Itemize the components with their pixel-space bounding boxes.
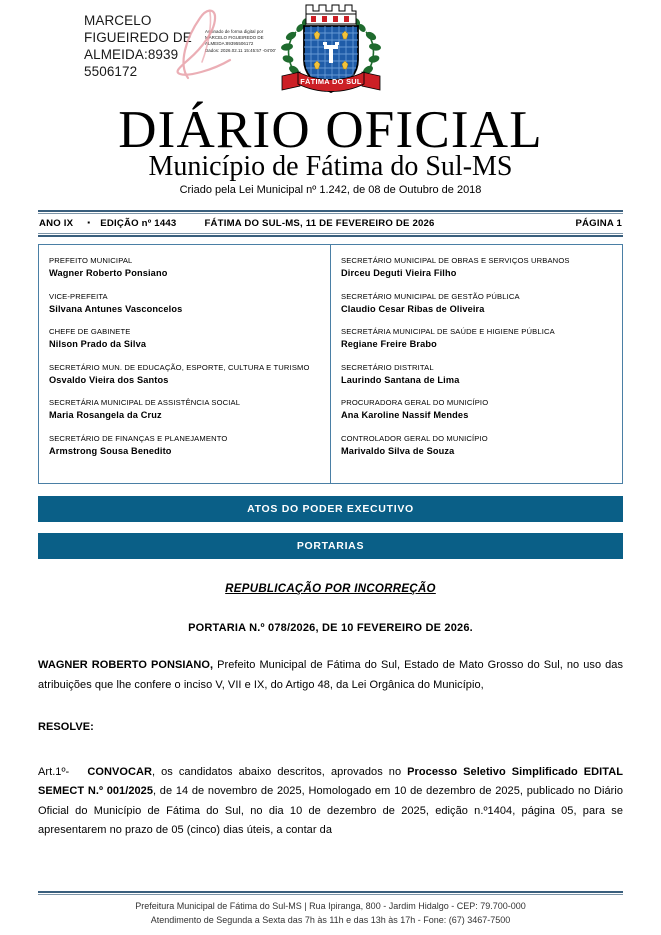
masthead-subtitle: Município de Fátima do Sul-MS: [148, 151, 513, 182]
official-name: Maria Rosangela da Cruz: [49, 410, 162, 420]
preamble-text: Prefeito Municipal de Fátima do Sul, Estado de Mato Grosso do Sul, no uso das atribuições que lhe confere o inciso V, VII e IX, do Artigo 48, da Lei Orgânica do Município,: [38, 659, 624, 691]
official-role: VICE-PREFEITA: [49, 291, 108, 301]
official-role: PROCURADORA GERAL DO MUNICÍPIO: [341, 398, 489, 407]
svg-text:FÁTIMA DO SUL: FÁTIMA DO SUL: [299, 77, 362, 86]
edition-rule-bottom-thick: [38, 235, 623, 237]
official-entry: [341, 291, 622, 315]
official-name: Dirceu Deguti Vieira Filho: [341, 268, 457, 278]
official-name: Osvaldo Vieira dos Santos: [49, 374, 169, 385]
official-entry: [341, 255, 622, 279]
official-role: SECRETÁRIO MUNICIPAL DE OBRAS E SERVIÇOS URBANOS: [341, 256, 570, 265]
article-verb: CONVOCAR: [87, 765, 152, 778]
official-entry: [49, 255, 330, 279]
article-number: Art.1º-: [38, 765, 70, 778]
article-edital-reference: Processo Seletivo Simplificado EDITAL SEMECT N.º 001/2025: [38, 765, 623, 797]
official-name: Armstrong Sousa Benedito: [49, 445, 172, 456]
official-role: SECRETÁRIO DE FINANÇAS E PLANEJAMENTO: [49, 433, 228, 443]
official-role: SECRETÁRIO DISTRITAL: [341, 362, 434, 372]
official-name: Ana Karoline Nassif Mendes: [341, 410, 469, 420]
preamble-mayor-name: WAGNER ROBERTO PONSIANO,: [38, 659, 214, 671]
official-name: Regiane Freire Brabo: [341, 339, 437, 349]
preamble-paragraph: [38, 656, 623, 695]
official-role: SECRETÁRIO MUN. DE EDUCAÇÃO, ESPORTE, CULTURA E TURISMO: [49, 362, 310, 372]
footer-hours-line: Atendimento de Segunda a Sexta das 7h às 11h e das 13h às 17h - Fone: (67) 3467-7500: [150, 915, 511, 925]
official-entry: [49, 326, 330, 350]
section-banner-executive: ATOS DO PODER EXECUTIVO: [38, 496, 623, 522]
official-name: Nilson Prado da Silva: [49, 339, 147, 349]
officials-table: [38, 244, 623, 484]
resolve-label: RESOLVE:: [38, 721, 94, 733]
official-name: Claudio Cesar Ribas de Oliveira: [341, 303, 485, 314]
official-entry: [49, 291, 330, 315]
official-entry: [49, 362, 330, 386]
article-one-paragraph: [38, 763, 623, 841]
official-role: SECRETÁRIA MUNICIPAL DE ASSISTÊNCIA SOCIAL: [49, 398, 241, 407]
official-entry: [341, 326, 622, 350]
edition-number: EDIÇÃO nº 1443: [100, 218, 177, 229]
section-banner-portarias: PORTARIAS: [38, 533, 623, 559]
article-text-part1: , os candidatos abaixo descritos, aprovados no: [151, 765, 408, 778]
signature-detail: Assinado de forma digital por MARCELO FIGUEIREDO DE ALMEIDA:89395506172 Dados: 2026.02.11 15:45:57 -04'00': [205, 29, 276, 53]
official-name: Silvana Antunes Vasconcelos: [49, 303, 183, 314]
republication-notice: REPUBLICAÇÃO POR INCORREÇÃO: [225, 583, 436, 595]
signature-name: MARCELO FIGUEIREDO DE ALMEIDA:8939 5506172: [84, 13, 192, 79]
edition-year: ANO IX: [39, 218, 74, 229]
official-role: CONTROLADOR GERAL DO MUNICÍPIO: [341, 433, 488, 443]
edition-separator-icon: ▪: [87, 218, 91, 227]
official-entry: [49, 397, 330, 421]
official-entry: [341, 433, 622, 457]
official-role: SECRETÁRIO MUNICIPAL DE GESTÃO PÚBLICA: [341, 291, 520, 301]
article-text-part2: , de 14 de novembro de 2025, Homologado em 10 de dezembro de 2025, publicado no Diário Oficial do Município de Fátima do Sul, no dia 10 de dezembro de 2025, edição n.º1404, página 05, para se apresentarem no prazo de 05 (cinco) dias úteis, a contar da: [38, 785, 624, 836]
coat-of-arms-icon: [278, 2, 384, 100]
page-title: DIÁRIO OFICIAL: [118, 101, 543, 159]
edition-rule-top-thick: [38, 210, 623, 212]
official-name: Laurindo Santana de Lima: [341, 374, 460, 385]
edition-bar: [38, 214, 623, 233]
footer-address-line: Prefeitura Municipal de Fátima do Sul-MS | Rua Ipiranga, 800 - Jardim Hidalgo - CEP: 79.700-000: [135, 901, 526, 911]
page-footer: [38, 891, 623, 927]
official-role: SECRETÁRIA MUNICIPAL DE SAÚDE E HIGIENE PÚBLICA: [341, 327, 555, 336]
official-role: CHEFE DE GABINETE: [49, 327, 131, 336]
edition-rule-bottom-thin: [38, 233, 623, 234]
official-entry: [341, 397, 622, 421]
official-entry: [341, 362, 622, 386]
officials-column-right: [330, 245, 622, 483]
officials-column-left: [39, 245, 330, 483]
official-role: PREFEITO MUNICIPAL: [49, 256, 133, 265]
edition-city-date: FÁTIMA DO SUL-MS, 11 DE FEVEREIRO DE 2026: [204, 218, 435, 229]
official-name: Wagner Roberto Ponsiano: [49, 268, 168, 278]
official-entry: [49, 433, 330, 457]
footer-rule-thick: [38, 891, 623, 893]
official-name: Marivaldo Silva de Souza: [341, 445, 455, 456]
masthead-law-reference: Criado pela Lei Municipal nº 1.242, de 08 de Outubro de 2018: [179, 184, 482, 196]
portaria-title: PORTARIA N.º 078/2026, DE 10 FEVEREIRO DE 2026.: [188, 622, 473, 634]
edition-page-number: PÁGINA 1: [575, 218, 622, 229]
edition-bar-wrapper: [38, 210, 623, 237]
masthead: [38, 0, 623, 205]
